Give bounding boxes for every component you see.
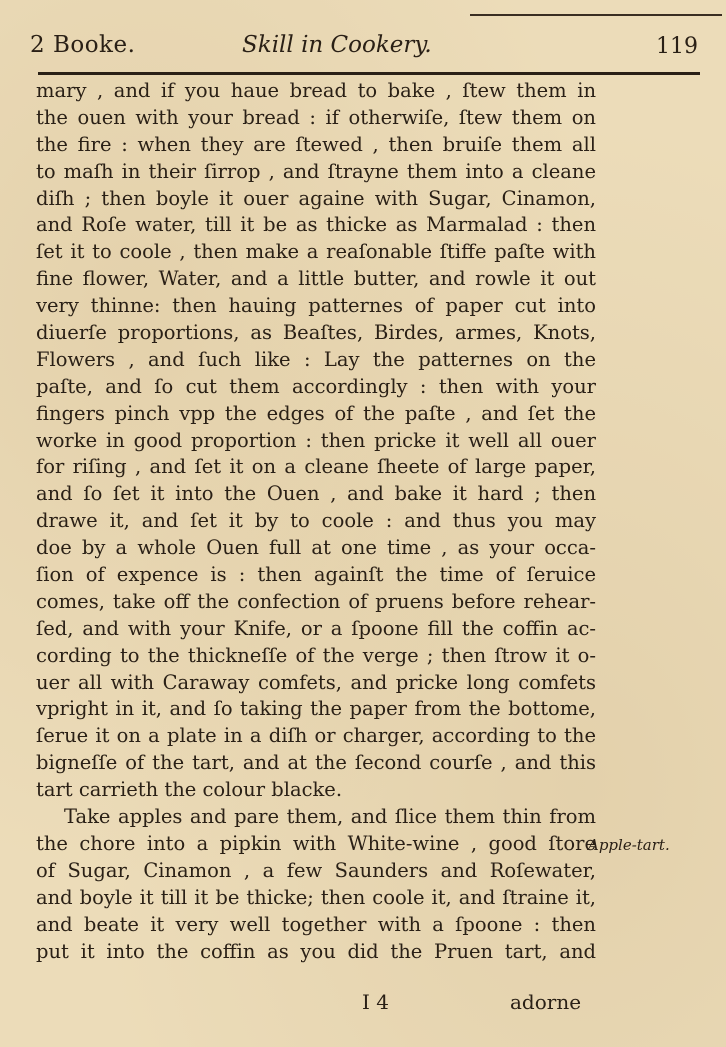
running-header [30,30,698,70]
text-line: ſion of expence is : then againſt the time of ſeruice [36,563,596,587]
top-rule [470,14,722,16]
text-line: the ouen with your bread : if otherwiſe, ſtew them on [36,105,596,129]
text-line: ſed, and with your Knife, or a ſpoone fill the coffin ac- [36,616,596,640]
text-line: worke in good proportion : then pricke it well all ouer [36,428,596,452]
text-line: put it into the coffin as you did the Pruen tart, and [36,939,596,963]
text-line: of Sugar, Cinamon , a few Saunders and Roſewater, [36,858,596,882]
text-line: Take apples and pare them, and ſlice them thin from [64,805,596,829]
body-text [36,78,596,965]
text-line: cording to the thickneſſe of the verge ; then ſtrow it o- [36,643,596,667]
text-line: uer all with Caraway comfets, and pricke long comfets [36,670,596,694]
text-line: fine flower, Water, and a little butter, and rowle it out [36,267,596,291]
text-line: to maſh in their ſirrop , and ſtrayne them into a cleane [36,159,596,183]
catchword: adorne [510,990,582,1014]
text-line: very thinne: then hauing patternes of paper cut into [36,294,596,318]
text-line: doe by a whole Ouen full at one time , as your occa- [36,536,596,560]
text-line: vpright in it, and ſo taking the paper from the bottome, [36,697,596,721]
page-footer [0,990,726,1020]
book-number: 2 Booke. [30,32,136,58]
text-line: the chore into a pipkin with White-wine , good ſtore [36,831,596,855]
signature-mark: I 4 [362,990,389,1014]
header-rule [38,72,700,75]
page-number: 119 [656,34,698,59]
text-line: paſte, and ſo cut them accordingly : then with your [36,374,596,398]
text-line: and Roſe water, till it be as thicke as Marmalad : then [36,213,596,237]
text-line: bigneſſe of the tart, and at the ſecond courſe , and this [36,751,596,775]
text-line: tart carrieth the colour blacke. [36,778,343,802]
text-line: diſh ; then boyle it ouer againe with Sugar, Cinamon, [36,186,596,210]
text-line: drawe it, and ſet it by to coole : and thus you may [36,509,596,533]
text-line: the fire : when they are ſtewed , then bruiſe them all [36,132,596,156]
text-line: and ſo ſet it into the Ouen , and bake it hard ; then [36,482,596,506]
text-line: ſet it to coole , then make a reaſonable ſtiffe paſte with [36,240,596,264]
text-line: mary , and if you haue bread to bake , ſtew them in [36,79,596,102]
running-title: Skill in Cookery. [242,32,432,58]
text-line: fingers pinch vpp the edges of the paſte , and ſet the [36,401,596,425]
text-line: diuerſe proportions, as Beaſtes, Birdes, armes, Knots, [36,321,596,345]
text-line: ſerue it on a plate in a diſh or charger, according to the [36,724,596,748]
text-line: Flowers , and ſuch like : Lay the patternes on the [36,347,596,371]
text-line: and beate it very well together with a ſpoone : then [36,912,596,936]
text-line: and boyle it till it be thicke; then coole it, and ſtraine it, [36,885,596,909]
text-line: for riſing , and ſet it on a cleane ſheete of large paper, [36,455,596,479]
text-line: comes, take off the confection of pruens before rehear- [36,589,596,613]
margin-note: Apple-tart. [588,836,670,854]
